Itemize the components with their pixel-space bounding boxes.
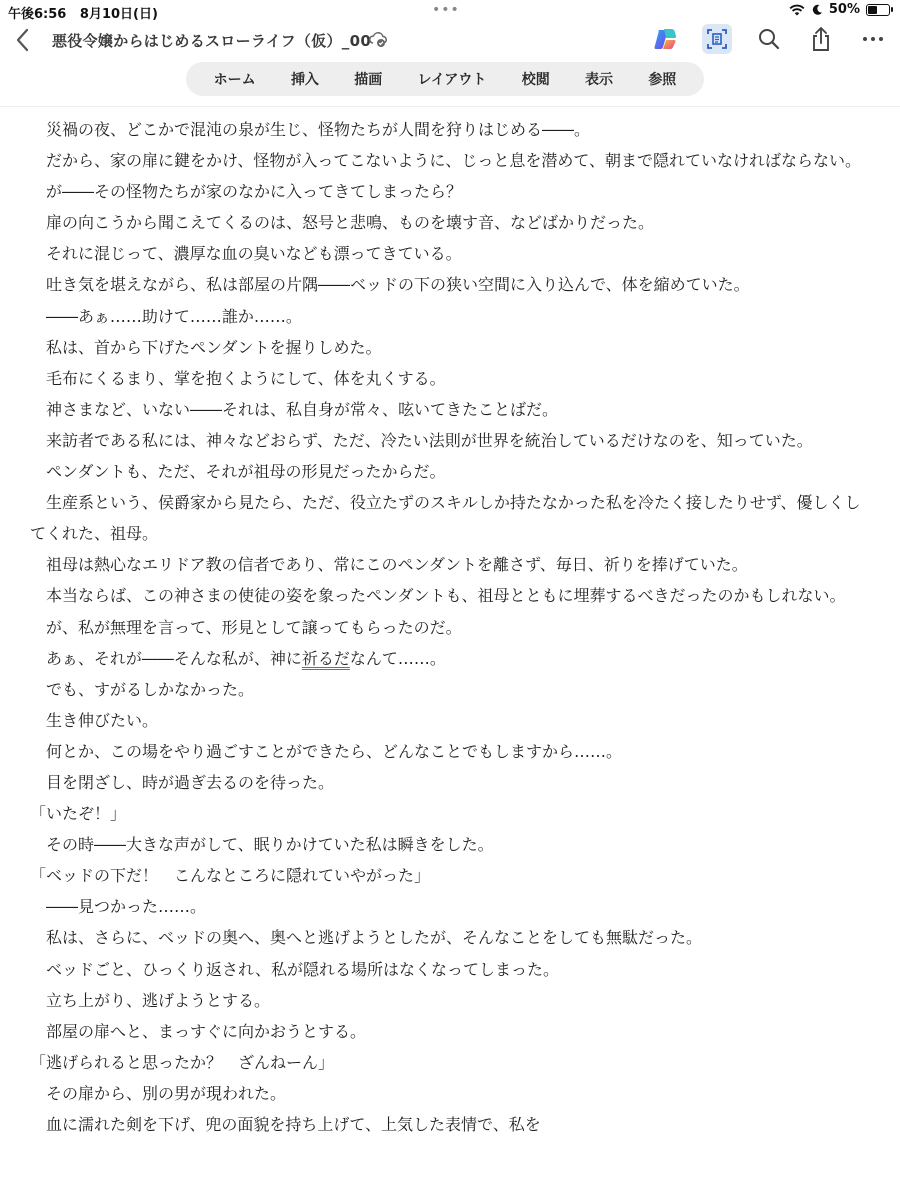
paragraph[interactable]: だから、家の扉に鍵をかけ、怪物が入ってこないように、じっと息を潜めて、朝まで隠れていなければならない。	[46, 151, 862, 171]
paragraph[interactable]: 生き伸びたい。	[46, 710, 159, 730]
paragraph[interactable]: その時――大きな声がして、眠りかけていた私は瞬きをした。	[46, 835, 494, 855]
immersive-reader-icon	[705, 27, 729, 51]
more-icon	[861, 27, 885, 51]
paragraph[interactable]: 「ベッドの下だ！ こんなところに隠れていやがった」	[30, 866, 431, 886]
more-button[interactable]	[858, 24, 888, 54]
tab-review[interactable]: 校閲	[521, 72, 550, 88]
paragraph[interactable]: ベッドごと、ひっくり返され、私が隠れる場所はなくなってしまった。	[46, 959, 559, 979]
paragraph[interactable]: 部屋の扉へと、まっすぐに向かおうとする。	[46, 1021, 367, 1041]
multitask-dots-icon[interactable]: •••	[432, 2, 460, 18]
tab-references[interactable]: 参照	[648, 72, 677, 88]
paragraph[interactable]: でも、すがるしかなかった。	[46, 679, 255, 699]
cloud-sync-icon[interactable]	[368, 30, 388, 48]
paragraph[interactable]: 神さまなど、いない――それは、私自身が常々、呟いてきたことばだ。	[46, 399, 559, 419]
document-body[interactable]	[30, 114, 875, 1140]
paragraph[interactable]: が、私が無理を言って、形見として譲ってもらったのだ。	[46, 617, 462, 637]
share-button[interactable]	[806, 24, 836, 54]
paragraph[interactable]	[30, 643, 875, 674]
tab-layout[interactable]: レイアウト	[417, 72, 487, 88]
ribbon-tab-bar	[186, 62, 704, 96]
paragraph[interactable]: 吐き気を堪えながら、私は部屋の片隅――ベッドの下の狭い空間に入り込んで、体を縮めていた。	[46, 275, 750, 295]
paragraph[interactable]: 祖母は熱心なエリドア教の信者であり、常にこのペンダントを離さず、毎日、祈りを捧げていた。	[46, 555, 748, 575]
paragraph[interactable]: 目を閉ざし、時が過ぎ去るのを待った。	[46, 772, 335, 792]
status-time	[8, 3, 158, 22]
moon-icon	[811, 4, 823, 16]
paragraph[interactable]: 本当ならば、この神さまの使徒の姿を象ったペンダントも、祖母とともに埋葬するべきだったのかもしれない。	[46, 586, 846, 606]
paragraph[interactable]: ペンダントも、ただ、それが祖母の形見だったからだ。	[46, 462, 446, 482]
paragraph[interactable]: が――その怪物たちが家のなかに入ってきてしまったら？	[46, 182, 463, 202]
search-icon	[757, 27, 781, 51]
tab-home[interactable]: ホーム	[213, 72, 256, 88]
paragraph[interactable]: ――見つかった……。	[46, 897, 207, 917]
status-bar	[0, 0, 900, 22]
paragraph[interactable]: 血に濡れた剣を下げ、兜の面貌を持ち上げて、上気した表情で、私を	[46, 1115, 541, 1134]
paragraph[interactable]: 生産系という、侯爵家から見たら、ただ、役立たずのスキルしか持たなかった私を冷たく接したりせず、優しくしてくれた、祖母。	[30, 493, 861, 544]
paragraph[interactable]: 来訪者である私には、神々などおらず、ただ、冷たい法則が世界を統治しているだけなのを、知っていた。	[46, 430, 813, 450]
battery-fill	[868, 6, 877, 14]
paragraph[interactable]: 「逃げられると思ったか？ ざんねーん」	[30, 1052, 335, 1072]
status-indicators	[789, 2, 890, 17]
back-chevron-icon[interactable]	[12, 26, 36, 54]
paragraph[interactable]: 「いたぞ！」	[30, 804, 127, 824]
paragraph[interactable]: 災禍の夜、どこかで混沌の泉が生じ、怪物たちが人間を狩りはじめる――。	[46, 120, 591, 139]
wifi-icon	[789, 4, 805, 16]
paragraph-text: なんて……。	[349, 648, 446, 668]
tab-insert[interactable]: 挿入	[290, 72, 319, 88]
paragraph[interactable]: 私は、首から下げたペンダントを握りしめた。	[46, 337, 382, 357]
paragraph[interactable]: その扉から、別の男が現われた。	[46, 1083, 287, 1103]
paragraph-text: あぁ、それが――そんな私が、神に	[46, 648, 302, 668]
paragraph[interactable]: 立ち上がり、逃げようとする。	[46, 990, 271, 1010]
search-button[interactable]	[754, 24, 784, 54]
paragraph[interactable]: それに混じって、濃厚な血の臭いなども漂ってきている。	[46, 244, 462, 264]
paragraph[interactable]: 何とか、この場をやり過ごすことができたら、どんなことでもしますから……。	[46, 741, 623, 761]
battery-percent: 50%	[828, 2, 860, 17]
title-bar	[0, 22, 900, 58]
paragraph[interactable]: 扉の向こうから聞こえてくるのは、怒号と悲鳴、ものを壊す音、などばかりだった。	[46, 213, 655, 233]
status-time-text: 午後6:56	[8, 7, 67, 22]
copilot-icon	[652, 26, 678, 52]
battery-icon	[866, 4, 890, 16]
paragraph[interactable]: 毛布にくるまり、掌を抱くようにして、体を丸くする。	[46, 368, 446, 388]
tab-draw[interactable]: 描画	[354, 72, 383, 88]
copilot-button[interactable]	[650, 24, 680, 54]
share-icon	[809, 26, 833, 52]
paragraph[interactable]: 私は、さらに、ベッドの奥へ、奥へと逃げようとしたが、そんなことをしても無駄だった。	[46, 928, 703, 948]
document-title[interactable]: 悪役令嬢からはじめるスローライフ（仮）_00	[52, 32, 372, 50]
immersive-reader-button[interactable]	[702, 24, 732, 54]
grammar-flagged-word[interactable]: 祈るだ	[301, 648, 350, 668]
paragraph[interactable]: ――あぁ……助けて……誰か……。	[46, 306, 302, 326]
header-divider	[0, 106, 900, 107]
status-date-text: 8月10日(日)	[79, 7, 158, 22]
title-bar-actions	[650, 24, 888, 54]
tab-view[interactable]: 表示	[585, 72, 614, 88]
